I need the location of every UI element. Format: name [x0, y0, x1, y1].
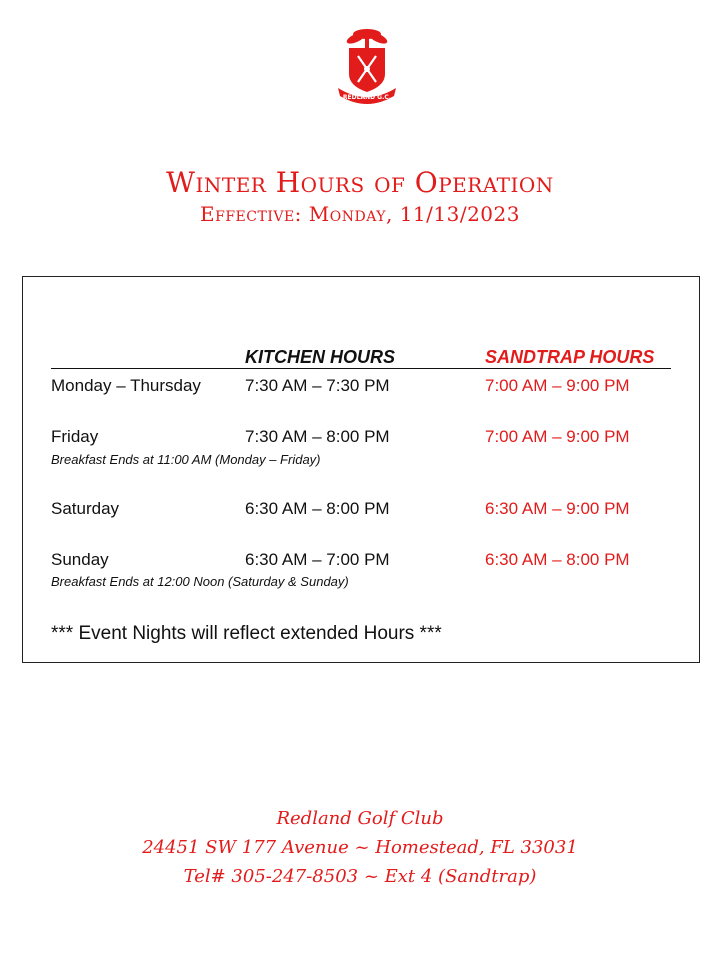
hours-table-box [22, 276, 700, 663]
weekday-breakfast-note: Breakfast Ends at 11:00 AM (Monday – Friday) [51, 452, 321, 467]
row-sandtrap-saturday: 6:30 AM – 9:00 PM [485, 499, 630, 518]
row-day-saturday: Saturday [51, 499, 120, 518]
row-kitchen-sunday: 6:30 AM – 7:00 PM [245, 550, 390, 569]
footer-address: 24451 SW 177 Avenue ~ Homestead, FL 33031 [142, 837, 578, 858]
row-day-mon-thu: Monday – Thursday [51, 376, 201, 395]
kitchen-hours-header: KITCHEN HOURS [245, 347, 396, 367]
row-kitchen-friday: 7:30 AM – 8:00 PM [245, 427, 390, 446]
row-sandtrap-sunday: 6:30 AM – 8:00 PM [485, 550, 630, 569]
event-nights-note: *** Event Nights will reflect extended Hours *** [51, 623, 442, 644]
footer-club-name: Redland Golf Club [276, 808, 444, 829]
crest-text: REDLAND G.C. [342, 94, 392, 101]
club-crest-logo [334, 26, 400, 104]
effective-date: Effective: Monday, 11/13/2023 [200, 202, 520, 226]
page-title: Winter Hours of Operation [166, 166, 554, 199]
row-sandtrap-friday: 7:00 AM – 9:00 PM [485, 427, 630, 446]
row-day-friday: Friday [51, 427, 99, 446]
row-kitchen-saturday: 6:30 AM – 8:00 PM [245, 499, 390, 518]
header-underline [51, 368, 671, 369]
row-sandtrap-mon-thu: 7:00 AM – 9:00 PM [485, 376, 630, 395]
sandtrap-hours-header: SANDTRAP HOURS [485, 347, 655, 367]
footer-phone: Tel# 305-247-8503 ~ Ext 4 (Sandtrap) [183, 866, 537, 887]
palm-tree-icon [345, 29, 389, 50]
row-day-sunday: Sunday [51, 550, 109, 569]
row-kitchen-mon-thu: 7:30 AM – 7:30 PM [245, 376, 390, 395]
weekend-breakfast-note: Breakfast Ends at 12:00 Noon (Saturday & Sunday) [51, 574, 349, 589]
